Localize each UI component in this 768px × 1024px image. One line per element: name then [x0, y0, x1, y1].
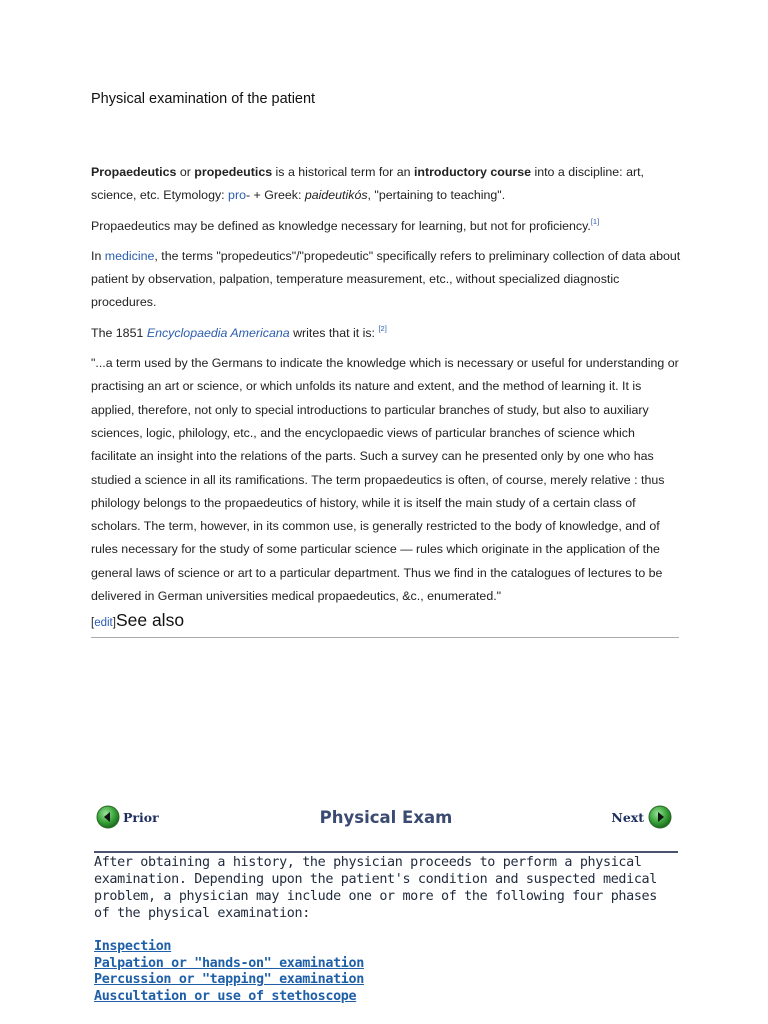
term-propedeutics: propedeutics	[194, 165, 273, 179]
see-also-section-heading	[91, 609, 679, 638]
page-title: Physical examination of the patient	[91, 91, 316, 107]
exam-phase-list	[94, 939, 678, 1005]
reference-1-link[interactable]: [1]	[590, 216, 600, 226]
inspection-link[interactable]: Inspection	[94, 939, 172, 954]
greek-term: paideutikós	[304, 188, 368, 203]
medicine-link[interactable]: medicine	[104, 248, 155, 263]
next-button[interactable]	[611, 805, 672, 829]
pro-link[interactable]: pro	[228, 188, 246, 203]
exam-intro-text: After obtaining a history, the physician proceeds to perform a physical examination. Depending upon the patient's condition and suspected medical problem, a physician may include one or more of the following four phases of the physical examination:	[94, 855, 657, 921]
physical-exam-heading: Physical Exam	[319, 808, 453, 827]
palpation-link[interactable]: Palpation or "hands-on" examination	[94, 955, 364, 971]
term-introductory-course: introductory course	[413, 165, 532, 179]
next-label: Next	[611, 809, 644, 825]
definition-paragraph: Propaedeutics may be defined as knowledge necessary for learning, but not for proficiency.[1]	[91, 216, 600, 233]
reference-2-link[interactable]: [2]	[378, 323, 387, 333]
auscultation-link[interactable]: Auscultation or use of stethoscope	[94, 988, 357, 1004]
encyclopaedia-americana-link[interactable]: Encyclopaedia Americana	[146, 325, 290, 340]
intro-paragraph: Propaedeutics or propedeutics is a historical term for an introductory course into a discipline: art, science, etc. Etymology: pro- + Greek: paideutikós, "pertaining to teaching".	[91, 165, 644, 203]
see-also-heading: See also	[115, 610, 185, 631]
article-body	[91, 161, 681, 638]
medicine-paragraph: In medicine, the terms "propedeutics"/"propedeutic" specifically refers to preliminary collection of data about patient by observation, palpation, temperature measurement, etc., without specialized diagnostic procedures.	[91, 248, 681, 310]
edit-section: [edit]	[91, 617, 116, 630]
quote-paragraph: "...a term used by the Germans to indicate the knowledge which is necessary or useful for understanding or practising an art or science, or which unfolds its nature and extent, and the method of learning it. It is applied, therefore, not only to special introductions to particular branches of study, but also to auxiliary sciences, logic, philology, etc., and the encyclopaedic views of particular branches of science which facilitate an insight into the relations of the parts. Such a survey can he presented only by one who has studied a science in all its ramifications. The term propaedeutics is often, of course, merely relative : thus philology belongs to the propaedeutics of history, while it is itself the main study of a certain class of scholars. The term, however, in its common use, is generally restricted to the body of knowledge, and of rules necessary for the study of some particular science — rules which originate in the application of the general laws of science or art to a particular department. Thus we find in the catalogues of lectures to be delivered in German universities medical propaedeutics, &c., enumerated."	[91, 356, 679, 604]
exam-divider	[94, 851, 678, 853]
americana-paragraph: The 1851 Encyclopaedia Americana writes that it is: [2]	[91, 323, 387, 340]
physical-exam-nav-bar	[94, 800, 678, 850]
prior-label: Prior	[123, 809, 159, 825]
edit-link[interactable]: edit	[94, 617, 113, 630]
arrow-right-circle-icon	[648, 805, 672, 829]
term-propaedeutics: Propaedeutics	[91, 165, 177, 179]
percussion-link[interactable]: Percussion or "tapping" examination	[94, 972, 364, 987]
physical-exam-body	[94, 854, 678, 1005]
